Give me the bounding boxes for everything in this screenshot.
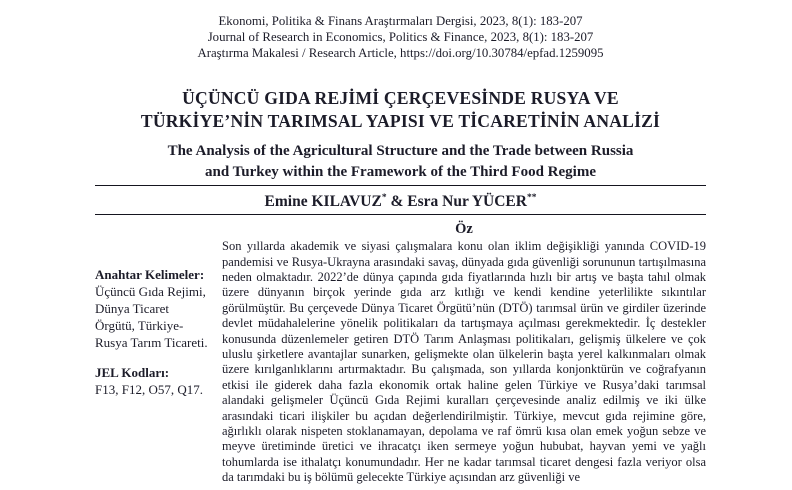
author-footnote-mark-1: * — [381, 193, 387, 203]
author-name-1: Emine KILAVUZ — [264, 193, 382, 211]
journal-name-en: Journal of Research in Economics, Politics & Finance, 2023, 8(1): 183-207 — [207, 30, 594, 44]
article-title-en-line-1: The Analysis of the Agricultural Structure and the Trade between Russia — [167, 143, 634, 159]
article-title-en-line-2: and Turkey within the Framework of the Third Food Regime — [205, 164, 596, 180]
doi-link[interactable]: https://doi.org/10.30784/epfad.1259095 — [400, 46, 604, 60]
article-title-tr-line-1: ÜÇÜNCÜ GIDA REJİMİ ÇERÇEVESİNDE RUSYA VE — [182, 88, 619, 108]
article-type-label: Araştırma Makalesi / Research Article, — [197, 46, 401, 60]
authors-byline — [95, 186, 706, 214]
abstract-text: Son yıllarda akademik ve siyasi çalışmalara konu olan iklim değişikliği yanında COVID-19 pandemisi ve Rusya-Ukrayna arasındaki savaş, dünyada gıda güvenliği sorununun tartışılmasına neden olmaktadır. 2022’de dünya çapında gıda fiyatlarında hızlı bir artış ve başta tahıl olmak üzere dünyanın birçok yerinde gıda arz kıtlığı ve kendi kendine yeterlilikte sıkıntılar görülmüştür. Bu çerçevede Dünya Ticaret Örgütü’nün (DTÖ) tarımsal ürün ve girdiler üzerinde devlet müdahalelerine yönelik politikaları da tartışmaya açılması gerekmektedir. İç destekler konusunda düzenlemeler getiren DTÖ Tarım Anlaşması politikaları, gelişmiş ülkelere ve çok uluslu şirketlere avantajlar sunarken, gelişmekte olan ülkelerin başta yerel kalkınmaları olmak üzere kırılganlıklarını artırmaktadır. Bu çalışmada, son yıllarda konjonktürün ve coğrafyanın etkisi ile giderek daha fazla ekonomik ortak haline gelen Türkiye ve Rusya’daki tarımsal alandaki gelişmeler Üçüncü Gıda Rejimi kuralları çerçevesinde analiz edilmiş ve iki ülke arasındaki ticari ilişkiler bu açıdan değerlendirilmiştir. Türkiye, mevcut gıda rejimine göre, ağırlıklı olarak nispeten stoklanamayan, depolama ve raf ömrü kısa olan emek yoğun sebze ve meyve üretiminde üretici ve ihracatçı iken sermeye yoğun hububat, hayvan yemi ve yağlı tohumlarda ise ithalatçı konumundadır. Her ne kadar tarımsal ticaret dengesi fazla veriyor olsa da tarımdaki bu iş bölümü gelecekte Türkiye açısından arz güvenliği ve — [222, 239, 706, 485]
sidebar-metadata — [95, 221, 210, 486]
jel-codes-label: JEL Kodları: — [95, 365, 170, 381]
author-footnote-mark-2: ** — [526, 193, 537, 203]
article-type-doi-line — [95, 45, 706, 61]
keywords-text: Üçüncü Gıda Rejimi, Dünya Ticaret Örgütü, Türkiye-Rusya Tarım Ticareti. — [95, 284, 208, 351]
authors-separator: & — [386, 193, 408, 211]
author-name-2: Esra Nur YÜCER — [407, 193, 527, 211]
article-title-tr — [95, 87, 706, 133]
article-title-tr-line-2: TÜRKİYE’NİN TARIMSAL YAPISI VE TİCARETİNİN ANALİZİ — [140, 111, 661, 131]
article-title-en — [95, 141, 706, 183]
abstract-heading: Öz — [455, 221, 473, 238]
journal-name-tr: Ekonomi, Politika & Finans Araştırmaları Dergisi, 2023, 8(1): 183-207 — [218, 14, 583, 28]
journal-header — [95, 13, 706, 61]
jel-codes-text: F13, F12, O57, Q17. — [95, 382, 203, 398]
abstract-column — [222, 221, 706, 486]
abstract-section — [95, 221, 706, 486]
separator-rule-bottom — [95, 214, 706, 215]
keywords-label: Anahtar Kelimeler: — [95, 267, 205, 283]
